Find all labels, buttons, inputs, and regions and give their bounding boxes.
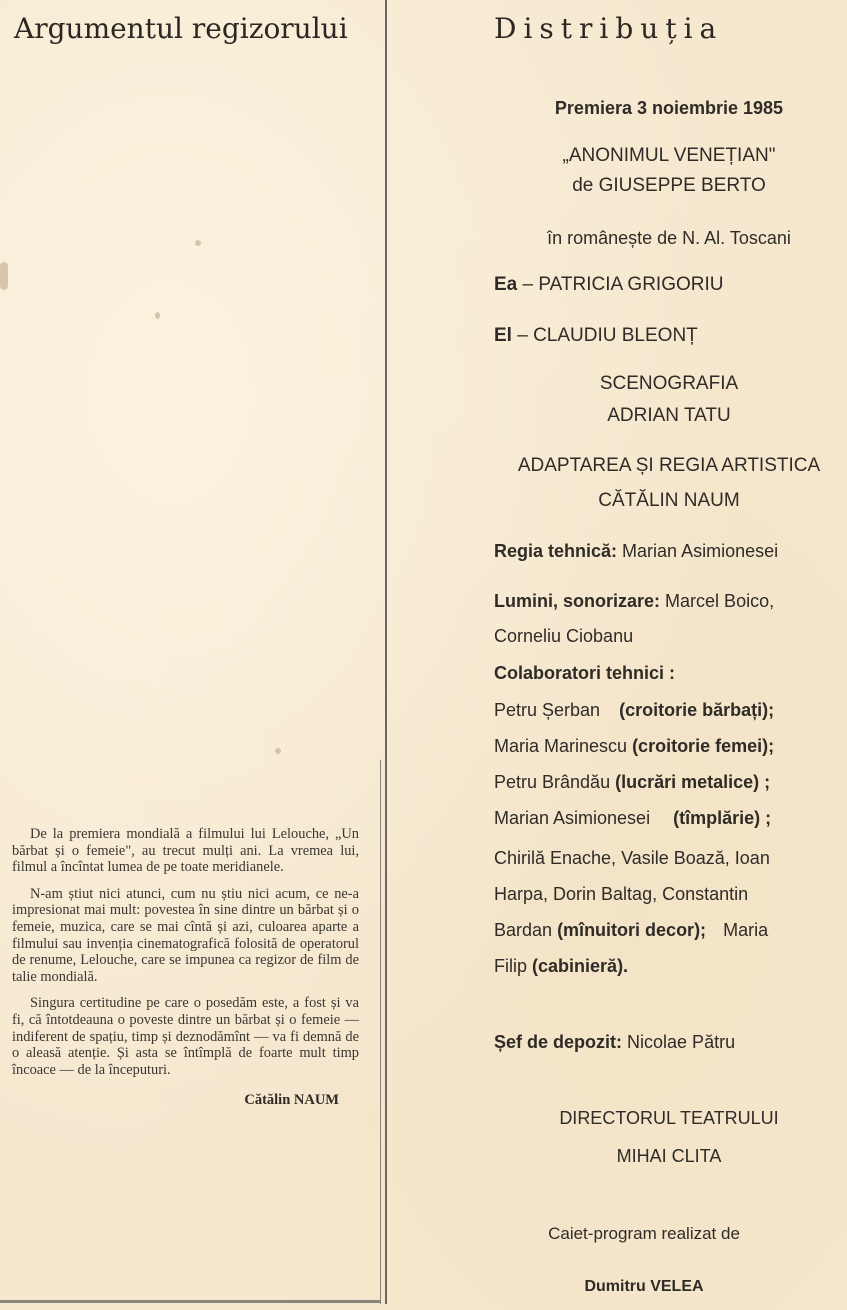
translation-credit: în românește de N. Al. Toscani bbox=[547, 228, 791, 248]
column-divider bbox=[385, 0, 387, 1304]
cast-role: Ea bbox=[494, 274, 518, 295]
collaborator-name: Bardan bbox=[494, 920, 553, 940]
collaborator-name: Filip bbox=[494, 956, 528, 976]
tech-direction-label: Regia tehnică: bbox=[494, 541, 618, 561]
collaborators-tail bbox=[494, 956, 844, 977]
collaborator-role: (croitorie femei); bbox=[632, 736, 775, 756]
program-credit: Caiet-program realizat de bbox=[548, 1224, 740, 1243]
collaborator-name: Maria Marinescu bbox=[494, 736, 628, 756]
cast-title: Distribuția bbox=[494, 12, 724, 45]
cast-line-el bbox=[494, 325, 844, 347]
cast-line-ea bbox=[494, 274, 844, 296]
argument-paragraph: Singura certitudine pe care o posedăm este, a fost și va fi, că întotdeauna o poveste dintre un bărbat și o femeie — indiferent de spațiu, timp și deznodămînt — va fi demnă de o aleasă atenție. Și asta se întîmplă de foarte mult timp încoace — de la începuturi. bbox=[12, 995, 359, 1078]
direction-label: ADAPTAREA ȘI REGIA ARTISTICA bbox=[517, 455, 821, 476]
collaborator-role: (tîmplărie) ; bbox=[673, 808, 772, 828]
cast-actor: – PATRICIA GRIGORIU bbox=[522, 274, 724, 295]
bottom-rule bbox=[0, 1300, 380, 1303]
direction-name: CĂTĂLIN NAUM bbox=[598, 490, 740, 511]
depot-label: Șef de depozit: bbox=[494, 1032, 623, 1052]
column-divider-inner bbox=[380, 760, 381, 1304]
lights-line bbox=[494, 591, 844, 612]
play-author: de GIUSEPPE BERTO bbox=[572, 175, 766, 196]
paper-spot bbox=[155, 312, 160, 319]
premiere-date: Premiera 3 noiembrie 1985 bbox=[554, 98, 784, 118]
tech-direction-line bbox=[494, 541, 844, 562]
theatre-director-label: DIRECTORUL TEATRULUI bbox=[559, 1108, 779, 1128]
director-argument-title: Argumentul regizorului bbox=[14, 12, 348, 45]
program-author: Dumitru VELEA bbox=[584, 1278, 704, 1295]
collaborator-role: (croitorie bărbați); bbox=[619, 700, 775, 720]
collaborator-line bbox=[494, 736, 844, 757]
lights-label: Lumini, sonorizare: bbox=[494, 591, 661, 611]
lights-names-continued: Corneliu Ciobanu bbox=[494, 626, 634, 646]
lights-names: Marcel Boico, bbox=[665, 591, 775, 611]
scenography-name: ADRIAN TATU bbox=[607, 405, 731, 426]
cast-actor: – CLAUDIU BLEONȚ bbox=[517, 325, 698, 346]
argument-signature: Cătălin NAUM bbox=[244, 1092, 339, 1109]
paper-spot bbox=[195, 240, 201, 246]
argument-paragraph: De la premiera mondială a filmului lui Lelouche, „Un bărbat și o femeie", au trecut mulți ani. La vremea lui, filmul a încîntat lumea de pe toate meridianele. bbox=[12, 826, 359, 876]
depot-name: Nicolae Pătru bbox=[627, 1032, 736, 1052]
cast-role: El bbox=[494, 325, 512, 346]
collaborator-role: (cabinieră). bbox=[532, 956, 629, 976]
collaborator-name: Marian Asimionesei bbox=[494, 808, 651, 828]
director-argument-text bbox=[12, 826, 359, 1119]
collaborator-name: Petru Șerban bbox=[494, 700, 601, 720]
collaborator-line bbox=[494, 772, 844, 793]
paper-spot bbox=[275, 748, 281, 754]
paper-stain bbox=[0, 262, 8, 290]
theatre-director-name: MIHAI CLITA bbox=[616, 1146, 722, 1166]
collaborator-name: Maria bbox=[723, 920, 769, 940]
depot-line bbox=[494, 1032, 844, 1053]
argument-paragraph: N-am știut nici atunci, cum nu știu nici acum, ce ne-a impresionat mai mult: povestea în sine dintre un bărbat și o femeie, muzica, care se mai cîntă și azi, culoarea aparte a filmului sau invenția cinematografică folosită de operatorul de renume, Lelouche, care se impunea ca regizor de film de talie mondială. bbox=[12, 885, 359, 985]
collaborators-label: Colaboratori tehnici : bbox=[494, 663, 676, 683]
collaborators-tail: Chirilă Enache, Vasile Boază, Ioan bbox=[494, 848, 770, 868]
collaborator-name: Petru Brândău bbox=[494, 772, 611, 792]
scenography-label: SCENOGRAFIA bbox=[599, 373, 739, 394]
collaborators-tail bbox=[494, 920, 844, 941]
collaborators-tail: Harpa, Dorin Baltag, Constantin bbox=[494, 884, 749, 904]
collaborator-role: (mînuitori decor); bbox=[557, 920, 707, 940]
collaborator-line bbox=[494, 700, 844, 721]
play-title: „ANONIMUL VENEȚIAN" bbox=[562, 145, 776, 166]
collaborator-line bbox=[494, 808, 844, 829]
tech-direction-name: Marian Asimionesei bbox=[622, 541, 779, 561]
collaborator-role: (lucrări metalice) ; bbox=[615, 772, 771, 792]
